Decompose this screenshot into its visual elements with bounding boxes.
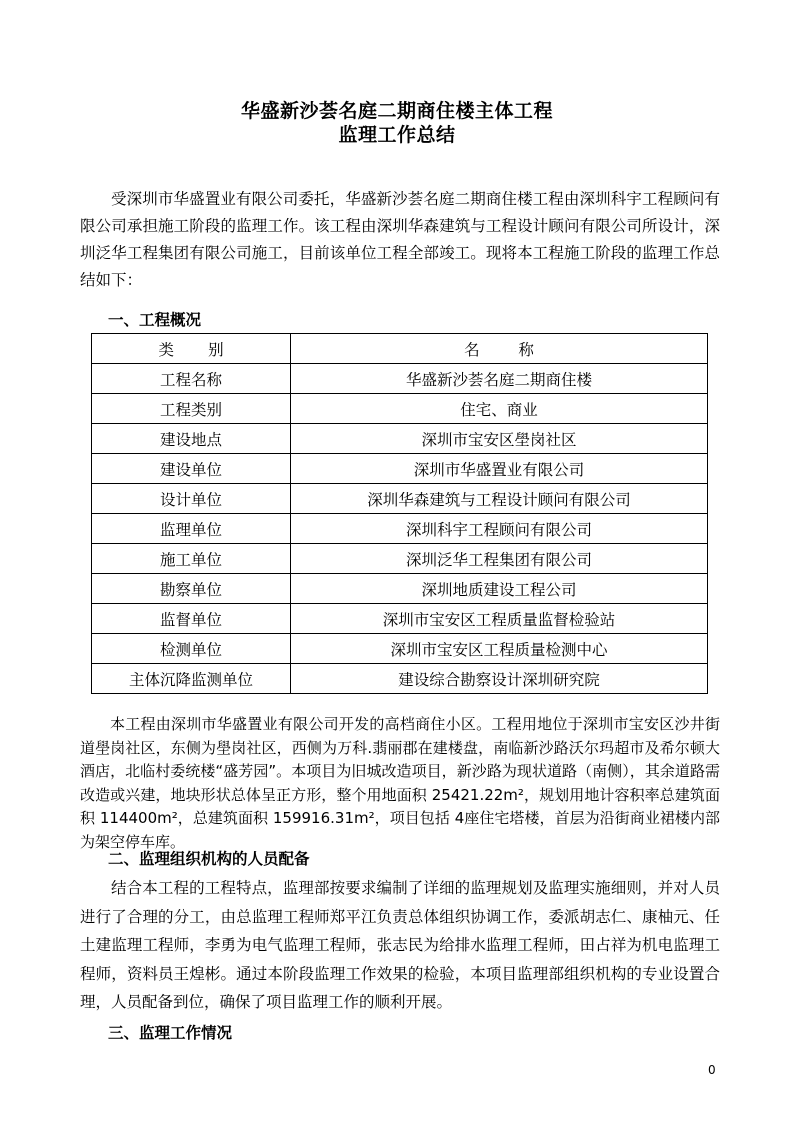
table-cell-category: 工程类别 xyxy=(92,394,291,424)
header-category: 类别 xyxy=(92,334,291,364)
table-cell-category: 检测单位 xyxy=(92,634,291,664)
table-row xyxy=(92,604,708,634)
project-info-table xyxy=(91,333,708,694)
section-heading-overview: 一、工程概况 xyxy=(108,311,202,329)
table-cell-name: 深圳市宝安区工程质量监督检验站 xyxy=(291,604,708,634)
table-cell-name: 深圳泛华工程集团有限公司 xyxy=(291,544,708,574)
table-row xyxy=(92,574,708,604)
document-subtitle: 监理工作总结 xyxy=(338,124,456,146)
table-cell-category: 建设单位 xyxy=(92,454,291,484)
page-number: 0 xyxy=(708,1063,716,1077)
table-header-row xyxy=(92,334,708,364)
section-heading-staffing: 二、监理组织机构的人员配备 xyxy=(108,850,310,868)
table-row xyxy=(92,394,708,424)
table-row xyxy=(92,484,708,514)
table-row xyxy=(92,454,708,484)
table-cell-category: 设计单位 xyxy=(92,484,291,514)
table-cell-category: 监督单位 xyxy=(92,604,291,634)
table-row xyxy=(92,634,708,664)
table-row xyxy=(92,364,708,394)
table-row xyxy=(92,544,708,574)
table-cell-name: 深圳市宝安区壆岗社区 xyxy=(291,424,708,454)
table-cell-name: 深圳市宝安区工程质量检测中心 xyxy=(291,634,708,664)
table-cell-category: 建设地点 xyxy=(92,424,291,454)
table-cell-category: 勘察单位 xyxy=(92,574,291,604)
table-cell-name: 深圳科宇工程顾问有限公司 xyxy=(291,514,708,544)
intro-paragraph: 受深圳市华盛置业有限公司委托，华盛新沙荟名庭二期商住楼工程由深圳科宇工程顾问有限公司承担施工阶段的监理工作。该工程由深圳华森建筑与工程设计顾问有限公司所设计，深圳泛华工程集团有限公司施工，目前该单位工程全部竣工。现将本工程施工阶段的监理工作总结如下： xyxy=(80,190,720,289)
table-cell-category: 工程名称 xyxy=(92,364,291,394)
table-cell-name: 深圳市华盛置业有限公司 xyxy=(291,454,708,484)
document-title: 华盛新沙荟名庭二期商住楼主体工程 xyxy=(240,100,553,122)
table-cell-name: 住宅、商业 xyxy=(291,394,708,424)
overview-paragraph: 本工程由深圳市华盛置业有限公司开发的高档商住小区。工程用地位于深圳市宝安区沙井街道壆岗社区，东侧为壆岗社区，西侧为万科.翡丽郡在建楼盘，南临新沙路沃尔玛超市及希尔顿大酒店，北临村委统楼“盛芳园”。本项目为旧城改造项目，新沙路为现状道路（南侧），其余道路需改造或兴建，地块形状总体呈正方形，整个用地面积 25421.22m²，规划用地计容积率总建筑面积 114400m²，总建筑面积 159916.31m²，项目包括 4座住宅塔楼，首层为沿街商业裙楼内部为架空停车库。 xyxy=(80,715,720,851)
table-row xyxy=(92,664,708,694)
table-cell-category: 施工单位 xyxy=(92,544,291,574)
table-cell-name: 深圳华森建筑与工程设计顾问有限公司 xyxy=(291,484,708,514)
table-cell-category: 主体沉降监测单位 xyxy=(92,664,291,694)
staffing-paragraph: 结合本工程的工程特点，监理部按要求编制了详细的监理规划及监理实施细则，并对人员进行了合理的分工，由总监理工程师郑平江负责总体组织协调工作，委派胡志仁、康柚元、任土建监理工程师，李勇为电气监理工程师，张志民为给排水监理工程师，田占祥为机电监理工程师，资料员王煌彬。通过本阶段监理工作效果的检验，本项目监理部组织机构的专业设置合理，人员配备到位，确保了项目监理工作的顺利开展。 xyxy=(80,879,720,1011)
table-cell-name: 深圳地质建设工程公司 xyxy=(291,574,708,604)
table-row xyxy=(92,424,708,454)
table-row xyxy=(92,514,708,544)
table-cell-category: 监理单位 xyxy=(92,514,291,544)
header-name: 名称 xyxy=(291,334,708,364)
table-cell-name: 建设综合勘察设计深圳研究院 xyxy=(291,664,708,694)
section-heading-supervision: 三、监理工作情况 xyxy=(108,1024,233,1042)
table-cell-name: 华盛新沙荟名庭二期商住楼 xyxy=(291,364,708,394)
